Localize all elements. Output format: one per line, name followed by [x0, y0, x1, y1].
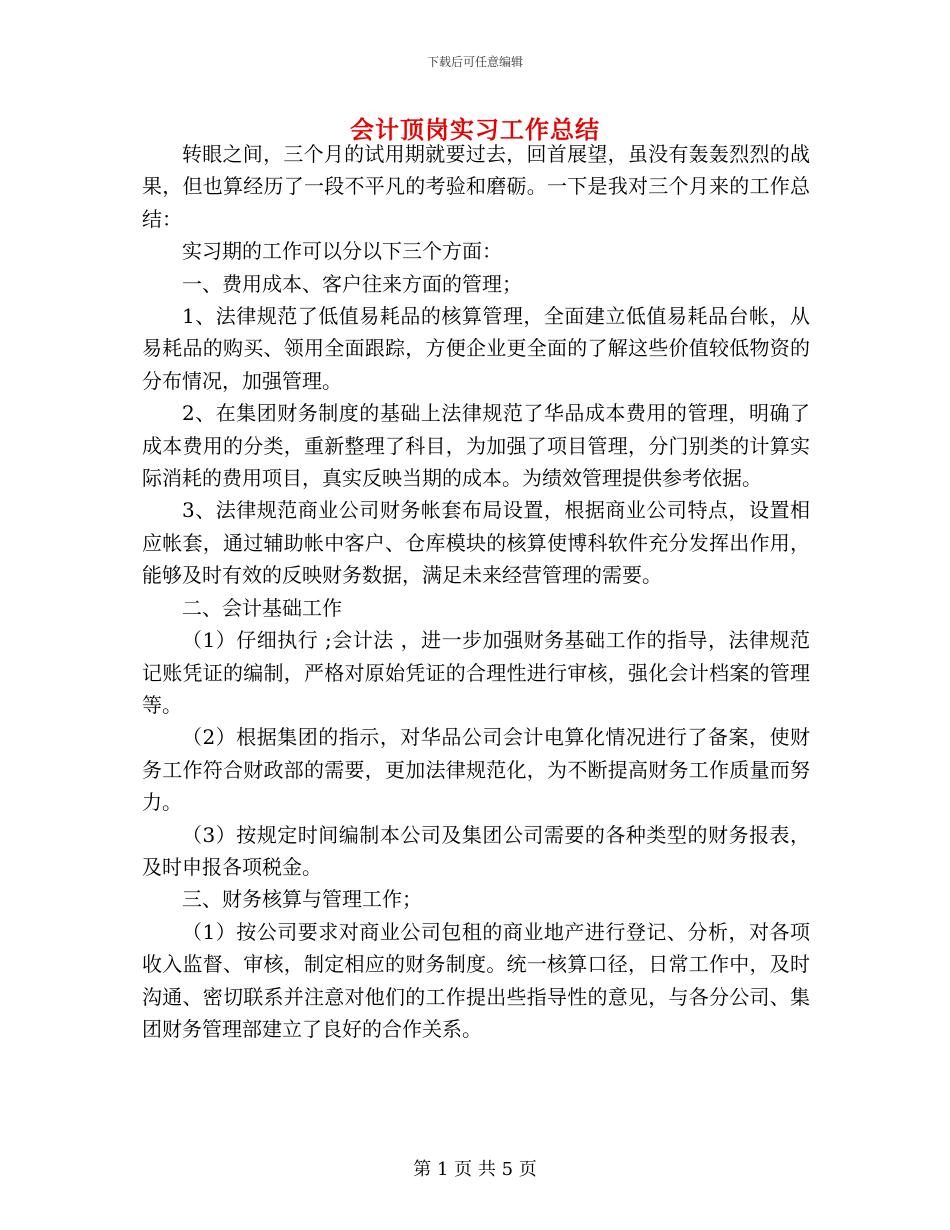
document-body: [142, 138, 810, 1045]
paragraph-item-1-2: 2、在集团财务制度的基础上法律规范了华品成本费用的管理，明确了成本费用的分类，重新整理了科目，为加强了项目管理，分门别类的计算实际消耗的费用项目，真实反映当期的成本。为绩效管理提供参考依据。: [142, 401, 810, 491]
section-heading-3: 三、财务核算与管理工作；: [182, 887, 422, 912]
paragraph-item-2-2: （2）根据集团的指示，对华品公司会计电算化情况进行了备案，使财务工作符合财政部的需要，更加法律规范化，为不断提高财务工作质量而努力。: [142, 725, 810, 815]
paragraph-overview: 实习期的工作可以分以下三个方面：: [182, 239, 502, 264]
paragraph-item-2-3: （3）按规定时间编制本公司及集团公司需要的各种类型的财务报表，及时申报各项税金。: [142, 822, 810, 879]
header-note: 下载后可任意编辑: [426, 55, 523, 69]
paragraph-item-1-1: 1、法律规范了低值易耗品的核算管理，全面建立低值易耗品台帐，从易耗品的购买、领用全面跟踪，方便企业更全面的了解这些价值较低物资的分布情况，加强管理。: [142, 304, 810, 393]
paragraph-item-3-1: （1）按公司要求对商业公司包租的商业地产进行登记、分析，对各项收入监督、审核，制定相应的财务制度。统一核算口径，日常工作中，及时沟通、密切联系并注意对他们的工作提出些指导性的意见，与各分公司、集团财务管理部建立了良好的合作关系。: [142, 919, 810, 1041]
page-footer: 第 1 页 共 5 页: [413, 1159, 537, 1180]
paragraph-intro: 转眼之间，三个月的试用期就要过去，回首展望，虽没有轰轰烈烈的战果，但也算经历了一段不平凡的考验和磨砺。一下是我对三个月来的工作总结：: [142, 142, 810, 231]
document-title: 会计顶岗实习工作总结: [350, 115, 600, 144]
paragraph-item-1-3: 3、法律规范商业公司财务帐套布局设置，根据商业公司特点，设置相应帐套，通过辅助帐中客户、仓库模块的核算使博科软件充分发挥出作用，能够及时有效的反映财务数据，满足未来经营管理的需要。: [142, 498, 810, 588]
paragraph-item-2-1: （1）仔细执行 ;会计法 ，进一步加强财务基础工作的指导，法律规范记账凭证的编制，严格对原始凭证的合理性进行审核，强化会计档案的管理等。: [142, 628, 810, 717]
section-heading-2: 二、会计基础工作: [182, 595, 342, 620]
section-heading-1: 一、费用成本、客户往来方面的管理；: [182, 271, 522, 296]
